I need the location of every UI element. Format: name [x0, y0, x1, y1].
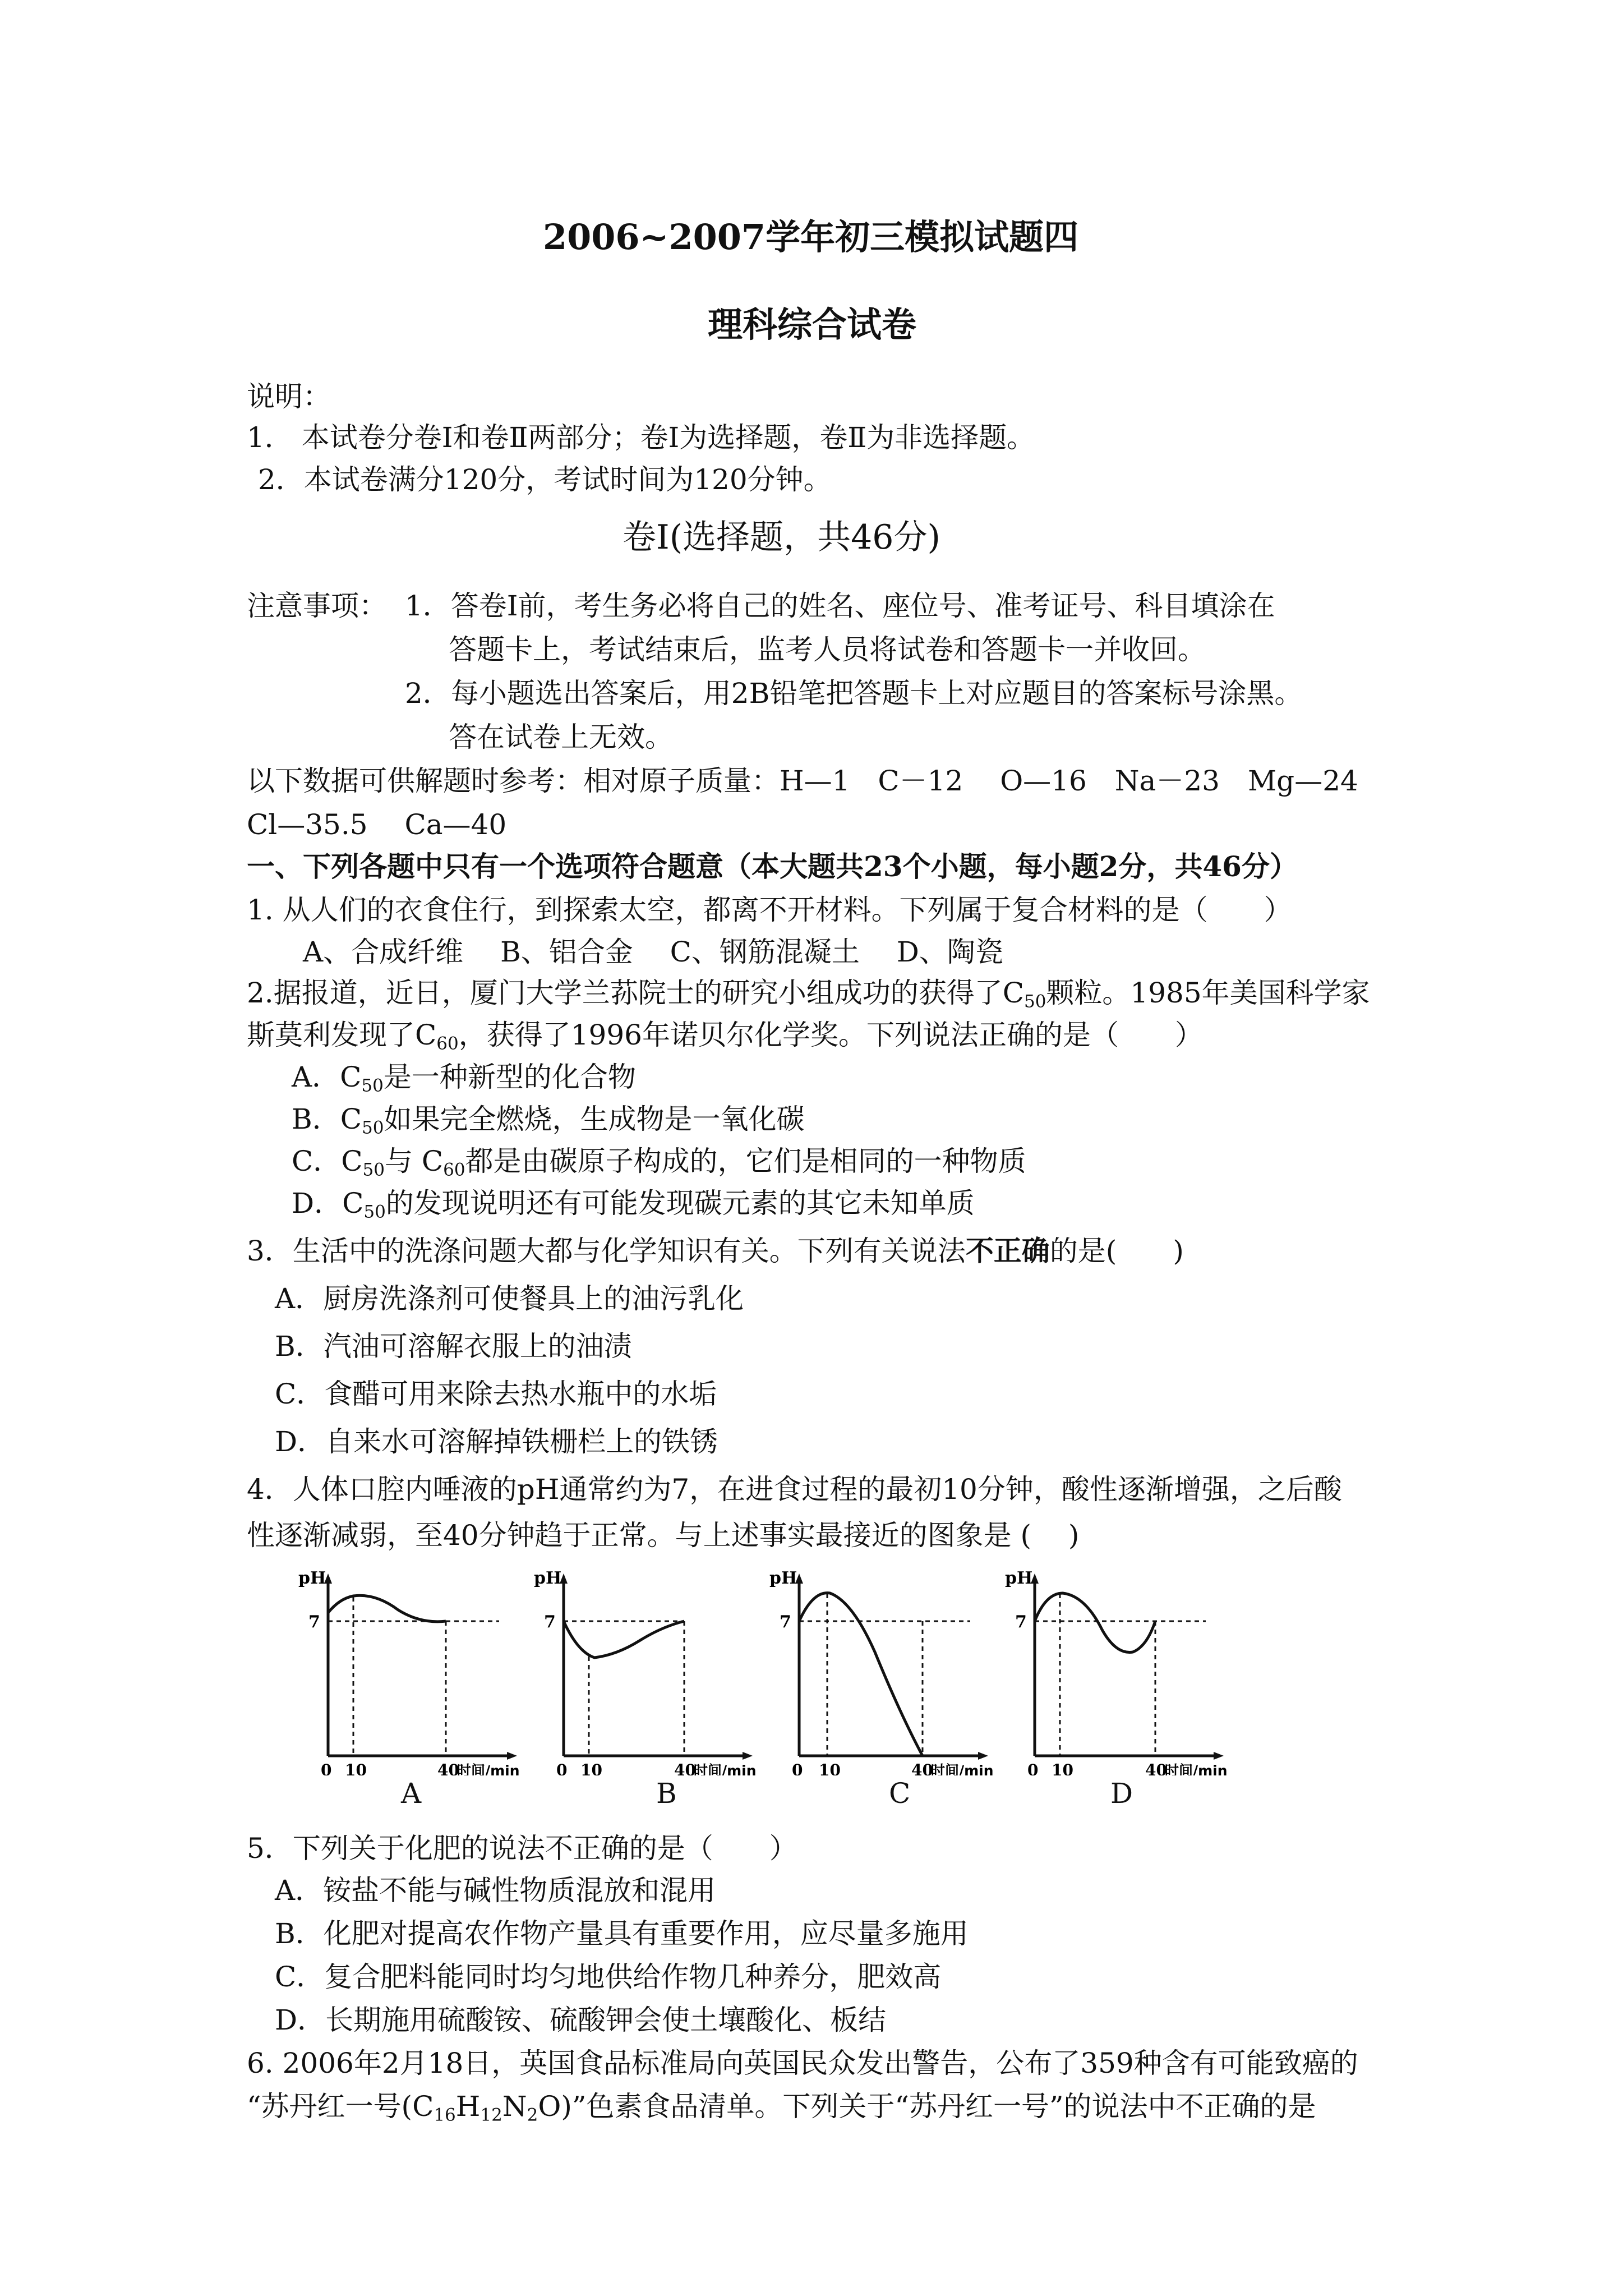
notes-heading: 说明：: [247, 380, 331, 413]
q4-stem-line-1: 4．人体口腔内唾液的pH通常约为7，在进食过程的最初10分钟，酸性逐渐增强，之后酸: [247, 1473, 1342, 1506]
graph-b-y-label: pH: [534, 1568, 562, 1588]
q1-options: A、合成纤维 B、铝合金 C、钢筋混凝土 D、陶瓷: [303, 936, 1003, 968]
q5-option-d: D．长期施用硫酸铵、硫酸钾会使土壤酸化、板结: [275, 2004, 887, 2036]
graph-c-y-tick: 7: [780, 1612, 791, 1632]
graph-d-x-tick-40: 40: [1145, 1761, 1167, 1775]
graph-a-x-label: 时间/min: [457, 1763, 520, 1775]
q2-option-d: D．$C_{50}$的发现说明还有可能发现碳元素的其它未知单质: [292, 1187, 975, 1222]
q2-option-c: C．$C_{50}$与 $C_{60}$都是由碳原子构成的，它们是相同的一种物质: [292, 1145, 1026, 1180]
q3-option-a: A．厨房洗涤剂可使餐具上的油污乳化: [275, 1282, 744, 1315]
graph-c-x-tick-10: 10: [819, 1761, 841, 1775]
graph-b-curve: [564, 1621, 684, 1658]
graph-b-x-label: 时间/min: [694, 1763, 757, 1775]
graph-a-x-tick-0: 0: [321, 1761, 332, 1775]
graph-d-x-tick-10: 10: [1052, 1761, 1073, 1775]
graph-c-curve: [799, 1593, 923, 1756]
q6-stem-line-1: 6. 2006年2月18日，英国食品标准局向英国民众发出警告，公布了359种含有可能致癌的: [247, 2047, 1358, 2079]
attention-line-1: 1．答卷Ⅰ前，考生务必将自己的姓名、座位号、准考证号、科目填涂在: [405, 590, 1275, 622]
attention-line-2: 答题卡上，考试结束后，监考人员将试卷和答题卡一并收回。: [449, 633, 1206, 666]
graph-a-x-tick-10: 10: [345, 1761, 367, 1775]
graph-d-x-label: 时间/min: [1165, 1763, 1228, 1775]
atomic-mass-line-1: 以下数据可供解题时参考：相对原子质量：H—1 C－12 O—16 Na－23 Mg—24: [247, 765, 1358, 797]
q3-option-d: D．自来水可溶解掉铁栅栏上的铁锈: [275, 1425, 718, 1458]
graph-label-c: C: [889, 1777, 911, 1810]
graph-c-x-tick-0: 0: [792, 1761, 803, 1775]
graph-b-x-tick-40: 40: [674, 1761, 696, 1775]
graph-a-curve: [328, 1595, 446, 1622]
q2-stem-line-1: 2.据报道，近日，厦门大学兰荪院士的研究小组成功的获得了$C_{50}$颗粒。1985年美国科学家: [247, 977, 1370, 1012]
q2-stem-line-2: 斯莫利发现了$C_{60}$，获得了1996年诺贝尔化学奖。下列说法正确的是（ ）: [247, 1019, 1203, 1054]
q5-option-a: A．铵盐不能与碱性物质混放和混用: [275, 1874, 716, 1907]
q3-stem: 3．生活中的洗涤问题大都与化学知识有关。下列有关说法不正确的是( ): [247, 1234, 1184, 1267]
q2-option-b: B．$C_{50}$如果完全燃烧，生成物是一氧化碳: [292, 1103, 805, 1138]
graph-b-x-tick-10: 10: [580, 1761, 602, 1775]
attention-line-3: 2．每小题选出答案后，用2B铅笔把答题卡上对应题目的答案标号涂黑。: [405, 677, 1303, 710]
attention-label: 注意事项：: [247, 590, 387, 622]
q5-option-c: C．复合肥料能同时均匀地供给作物几种养分，肥效高: [275, 1961, 942, 1993]
graph-d: [1004, 1568, 1239, 1775]
graph-a: [297, 1568, 533, 1775]
graph-label-a: A: [401, 1777, 422, 1810]
notes-item-1: 1． 本试卷分卷Ⅰ和卷Ⅱ两部分；卷Ⅰ为选择题，卷Ⅱ为非选择题。: [247, 421, 1035, 454]
q1-stem: 1. 从人们的衣食住行，到探索太空，都离不开材料。下列属于复合材料的是（ ）: [247, 894, 1292, 926]
graph-a-x-tick-40: 40: [437, 1761, 459, 1775]
q5-stem: 5．下列关于化肥的说法不正确的是（ ）: [247, 1832, 797, 1865]
graph-b-x-tick-0: 0: [556, 1761, 568, 1775]
graph-c-y-label: pH: [769, 1568, 797, 1588]
graph-d-x-tick-0: 0: [1027, 1761, 1039, 1775]
part-heading: 一、下列各题中只有一个选项符合题意（本大题共23个小题，每小题2分，共46分）: [247, 850, 1298, 883]
notes-item-2: 2．本试卷满分120分，考试时间为120分钟。: [258, 463, 832, 496]
graph-b: [533, 1568, 768, 1775]
graph-a-y-label: pH: [298, 1568, 326, 1588]
graph-label-b: B: [656, 1777, 677, 1810]
graph-c: [768, 1568, 1004, 1775]
graph-c-x-label: 时间/min: [931, 1763, 994, 1775]
page-title: 2006~2007学年初三模拟试题四: [543, 217, 1079, 257]
atomic-mass-line-2: Cl—35.5 Ca—40: [247, 808, 507, 841]
graph-d-y-tick: 7: [1015, 1612, 1027, 1632]
q3-option-b: B．汽油可溶解衣服上的油渍: [275, 1330, 632, 1363]
graph-a-y-tick: 7: [308, 1612, 320, 1632]
page-subtitle: 理科综合试卷: [708, 304, 917, 345]
q4-stem-line-2: 性逐渐减弱，至40分钟趋于正常。与上述事实最接近的图象是 ( ): [247, 1519, 1080, 1552]
q2-option-a: A．$C_{50}$是一种新型的化合物: [292, 1061, 636, 1096]
graph-c-x-tick-40: 40: [911, 1761, 933, 1775]
graph-b-y-tick: 7: [544, 1612, 556, 1632]
q3-option-c: C．食醋可用来除去热水瓶中的水垢: [275, 1378, 717, 1410]
graph-label-d: D: [1110, 1777, 1133, 1810]
graph-d-curve: [1035, 1593, 1155, 1653]
q6-stem-line-2: “苏丹红一号$(C_{16}H_{12}N_2O)$”色素食品清单。下列关于“苏丹红一号”的说法中不正确的是: [247, 2090, 1316, 2125]
section-title: 卷Ⅰ(选择题，共46分): [623, 518, 940, 557]
attention-line-4: 答在试卷上无效。: [449, 721, 673, 753]
graph-d-y-label: pH: [1005, 1568, 1033, 1588]
q5-option-b: B．化肥对提高农作物产量具有重要作用，应尽量多施用: [275, 1917, 969, 1950]
